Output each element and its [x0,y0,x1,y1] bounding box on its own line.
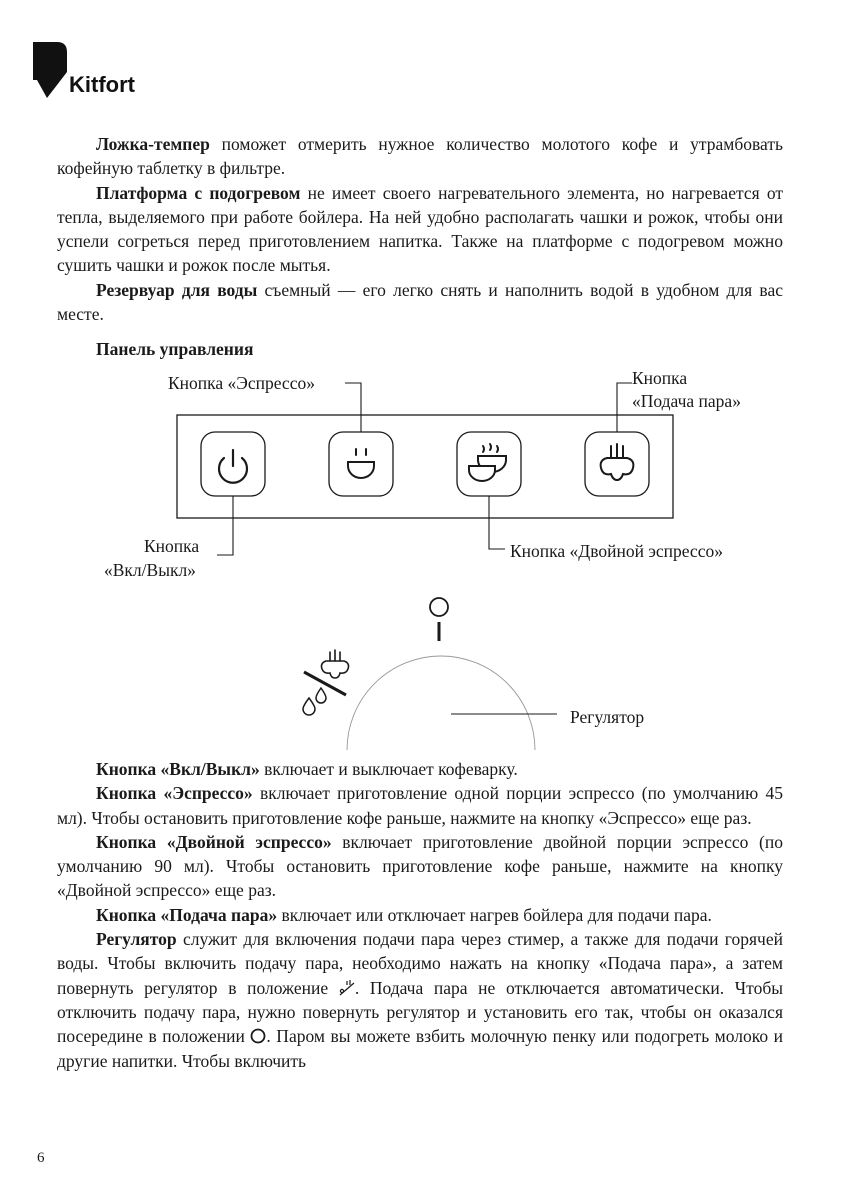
label-steam-line1: Кнопка [632,368,688,388]
brand-name: Kitfort [69,72,135,97]
regulator-dial [304,598,557,750]
label-steam-line2: «Подача пара» [632,391,741,411]
small-steam-icon [322,650,349,678]
body-text [57,757,783,1073]
off-position-icon [430,598,448,616]
paragraph-regulator: Регулятор служит для включения подачи пара через стимер, а также для подачи горячей воды. Чтобы включить подачу пара, необходимо нажать на кнопку «Подача пара», а затем повернуть регулятор в положение . Подача пара не отключается автоматически. Чтобы отключить подачу пара, нужно повернуть регулятор и установить его так, чтобы он оказался посередине в положении . Паром вы можете взбить молочную пенку или подогреть молоко и другие напитки. Чтобы включить [57,929,783,1071]
control-panel-frame [177,415,673,518]
inline-off-icon [250,1027,266,1045]
espresso-button [329,432,393,496]
label-regulator: Регулятор [570,707,645,727]
paragraph-espresso: Кнопка «Эспрессо» включает приготовление одной порции эспрессо (по умолчанию 45 мл). Чтобы остановить приготовление кофе раньше, нажмите на кнопку «Эспрессо» еще раз. [57,783,783,828]
steam-button [585,432,649,496]
paragraph-steam: Кнопка «Подача пара» включает или отключает нагрев бойлера для подачи пара. [96,904,712,925]
paragraph-double-espresso: Кнопка «Двойной эспрессо» включает приготовление двойной порции эспрессо (по умолчанию 90 мл). Чтобы остановить приготовление кофе раньше, нажмите на кнопку «Двойной эспрессо» еще раз. [57,831,783,901]
single-cup-icon [348,449,374,478]
power-icon [219,450,247,483]
panel-title: Панель управления [96,339,254,359]
paragraph-water-tank: Резервуар для воды съемный — его легко снять и наполнить водой в удобном для вас месте. [57,279,783,325]
double-cup-icon [469,444,506,481]
espresso-leader [345,383,361,432]
steam-icon [601,444,634,480]
label-espresso: Кнопка «Эспрессо» [168,373,315,393]
steam-leader [617,383,632,432]
label-power-line1: Кнопка [144,536,200,556]
inline-steam-icon [339,979,355,997]
label-power-line2: «Вкл/Выкл» [104,560,196,580]
water-drops-icon [303,688,326,715]
power-leader [217,496,233,555]
paragraph-tamper: Ложка-темпер поможет отмерить нужное количество молотого кофе и утрамбовать кофейную таблетку в фильтре. [57,134,783,179]
page-number: 6 [37,1150,45,1166]
paragraph-warming-platform: Платформа с подогревом не имеет своего нагревательного элемента, но нагревается от тепла, выделяемого при работе бойлера. На ней удобно располагать чашки и рожок, чтобы они успели согреться перед приготовлением напитка. Также на платформе с подогревом можно сушить чашки и рожок после мытья. [57,182,784,276]
paragraph-power: Кнопка «Вкл/Выкл» включает и выключает кофеварку. [96,759,518,779]
double-espresso-button [457,432,521,496]
double-leader [489,496,505,549]
label-double-espresso: Кнопка «Двойной эспрессо» [510,541,723,561]
